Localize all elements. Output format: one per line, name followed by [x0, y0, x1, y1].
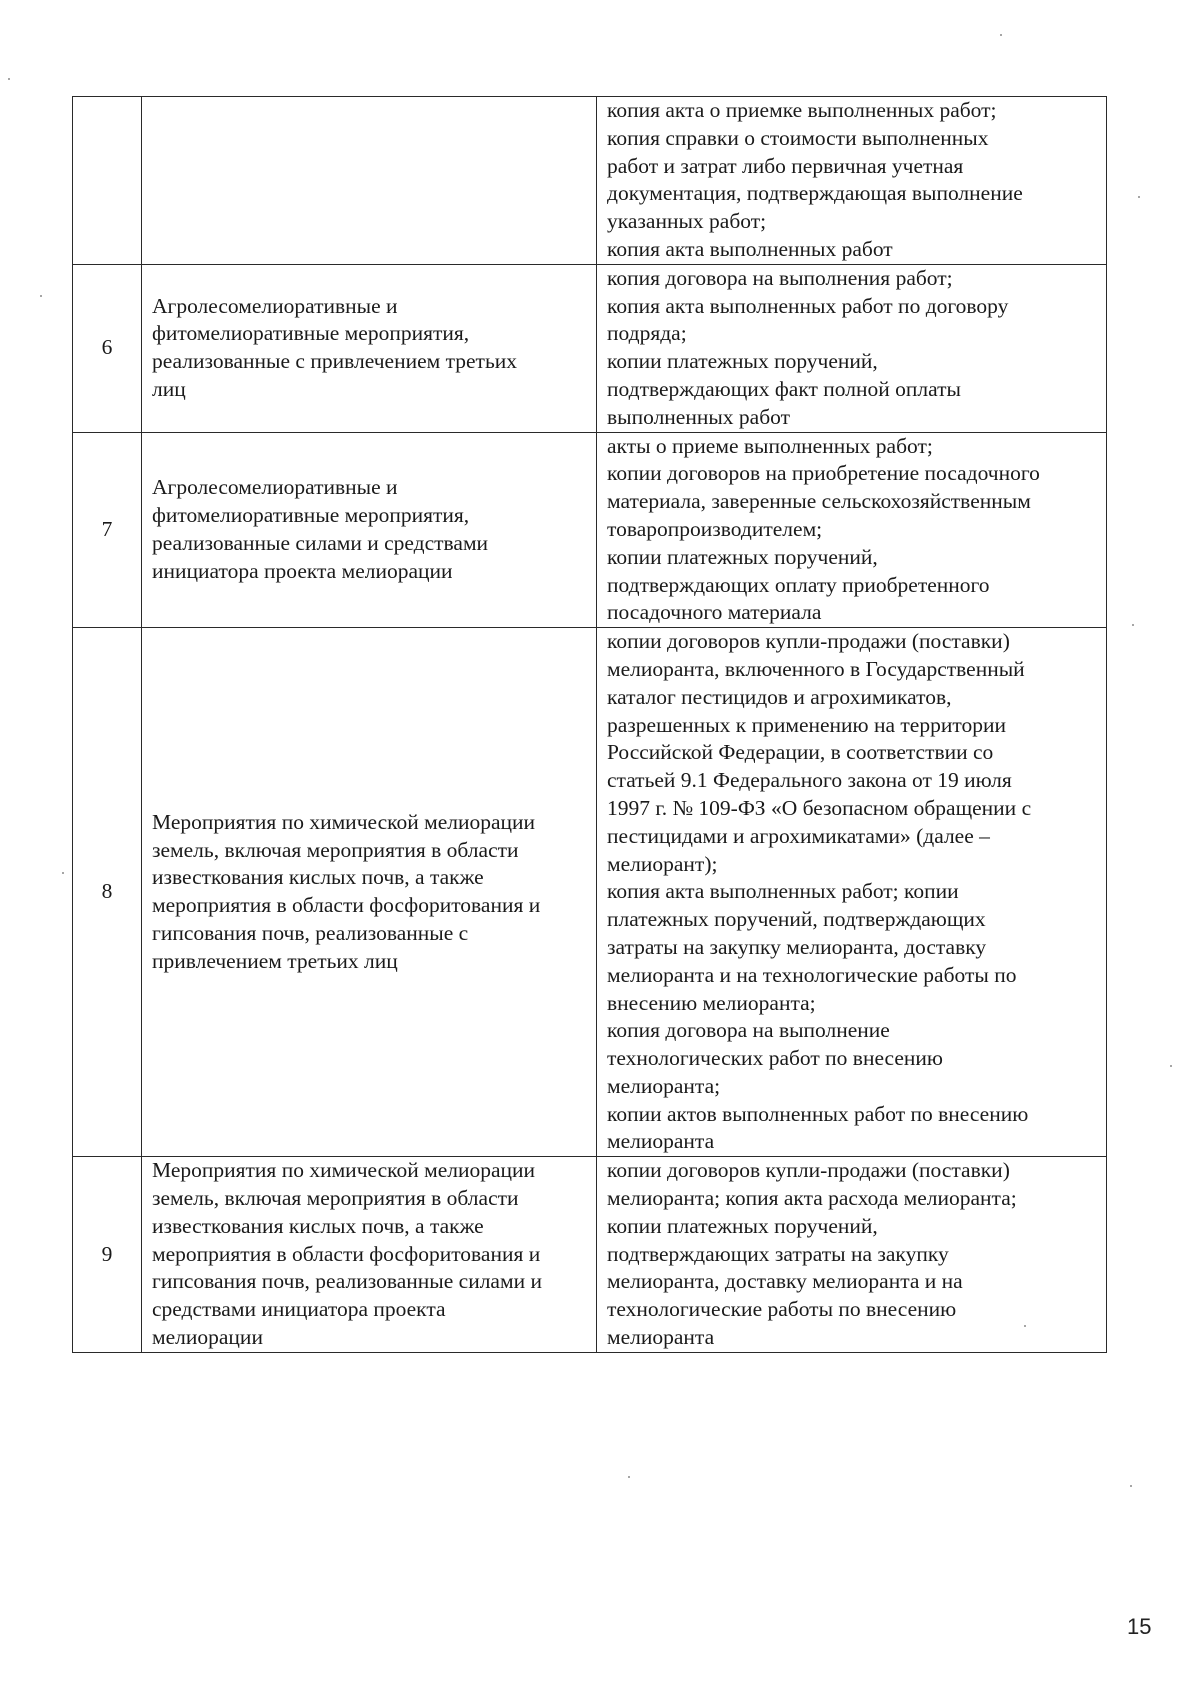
activity-line: земель, включая мероприятия в области [152, 1186, 519, 1211]
activity-cell [142, 628, 597, 1157]
document-line: копии договоров купли-продажи (поставки) [607, 1158, 1010, 1183]
document-line: подряда; [607, 321, 687, 346]
document-line: мелиоранта; [607, 1073, 721, 1098]
activity-line: гипсования почв, реализованные с [152, 921, 469, 945]
document-line: посадочного материала [607, 600, 822, 625]
document-line: акты о приеме выполненных работ; [607, 433, 933, 458]
activity-line: лиц [152, 376, 186, 401]
table-body [73, 97, 1107, 1353]
document-line: каталог пестицидов и агрохимикатов, [607, 684, 952, 709]
activity-line: Мероприятия по химической мелиорации [152, 1158, 536, 1183]
activity-line: мероприятия в области фосфоритования и [152, 1241, 541, 1266]
document-line: подтверждающих затраты на закупку [607, 1241, 949, 1266]
document-line: статьей 9.1 Федерального закона от 19 июля [607, 768, 1012, 793]
document-line: технологических работ по внесению [607, 1046, 943, 1071]
table-row [73, 264, 1107, 432]
document-line: копии договоров купли-продажи (поставки) [607, 629, 1010, 654]
scan-speck [1132, 624, 1134, 626]
activity-line: фитомелиоративные мероприятия, [152, 321, 470, 346]
document-line: подтверждающих оплату приобретенного [607, 572, 990, 597]
scan-speck [1138, 196, 1140, 198]
document-line: внесению мелиоранта; [607, 990, 816, 1015]
document-line: копии платежных поручений, [607, 1213, 878, 1238]
activity-cell [142, 432, 597, 628]
document-line: затраты на закупку мелиоранта, доставку [607, 934, 987, 959]
activity-line: известкования кислых почв, а также [152, 1213, 484, 1238]
activity-line: мелиорации [152, 1325, 263, 1350]
document-line: копия справки о стоимости выполненных [607, 125, 989, 150]
document-line: копии платежных поручений, [607, 349, 878, 374]
activity-line: Мероприятия по химической мелиорации [152, 809, 536, 834]
scan-speck [1000, 34, 1002, 36]
activity-line: Агролесомелиоративные и [152, 475, 398, 500]
document-line: работ и затрат либо первичная учетная [607, 153, 964, 178]
document-line: копии платежных поручений, [607, 544, 878, 569]
document-line: разрешенных к применению на территории [607, 712, 1006, 737]
activity-line: мероприятия в области фосфоритования и [152, 893, 541, 918]
activity-line: привлечением третьих лиц [152, 948, 398, 973]
documents-cell [597, 97, 1107, 265]
document-line: мелиоранта, включенного в Государственный [607, 656, 1025, 681]
scan-speck [8, 78, 10, 80]
activity-line: гипсования почв, реализованные силами и [152, 1269, 542, 1294]
activity-line: фитомелиоративные мероприятия, [152, 503, 470, 528]
document-line: указанных работ; [607, 209, 767, 234]
activity-line: инициатора проекта мелиорации [152, 558, 453, 583]
scan-speck [62, 872, 64, 874]
document-line: материала, заверенные сельскохозяйственным [607, 489, 1031, 514]
documents-cell [597, 1157, 1107, 1353]
document-line: подтверждающих факт полной оплаты [607, 376, 961, 401]
scan-speck [1170, 1065, 1172, 1067]
scan-speck [1024, 1325, 1026, 1327]
row-number-cell: 9 [73, 1157, 142, 1353]
document-line: мелиоранта и на технологические работы по [607, 962, 1017, 987]
activity-line: Агролесомелиоративные и [152, 293, 398, 318]
document-line: копия акта выполненных работ по договору [607, 293, 1009, 318]
activity-cell [142, 1157, 597, 1353]
document-line: мелиоранта; копия акта расхода мелиоранта; [607, 1186, 1017, 1211]
documents-cell [597, 628, 1107, 1157]
row-number-cell: 6 [73, 264, 142, 432]
document-line: мелиорант); [607, 851, 718, 876]
table-row [73, 432, 1107, 628]
document-line: товаропроизводителем; [607, 516, 823, 541]
table-row [73, 1157, 1107, 1353]
document-line: копия акта о приемке выполненных работ; [607, 98, 997, 122]
scan-speck [1130, 1485, 1132, 1487]
scan-speck [40, 295, 42, 297]
row-number-cell: 8 [73, 628, 142, 1157]
document-line: выполненных работ [607, 404, 791, 429]
document-line: мелиоранта [607, 1325, 715, 1350]
table-row [73, 97, 1107, 265]
document-line: 1997 г. № 109-ФЗ «О безопасном обращении с [607, 795, 1032, 820]
document-line: копия акта выполненных работ; копии [607, 879, 959, 904]
document-line: копия договора на выполнения работ; [607, 265, 953, 290]
page-number: 15 [1127, 1614, 1152, 1639]
document-line: Российской Федерации, в соответствии со [607, 740, 994, 765]
documents-cell [597, 432, 1107, 628]
documents-cell [597, 264, 1107, 432]
activity-line: реализованные силами и средствами [152, 530, 489, 555]
document-line: копии актов выполненных работ по внесению [607, 1101, 1029, 1126]
document-line: мелиоранта, доставку мелиоранта и на [607, 1269, 963, 1294]
requirements-table [72, 96, 1107, 1353]
document-line: копия договора на выполнение [607, 1018, 890, 1043]
row-number-cell: 7 [73, 432, 142, 628]
activity-line: земель, включая мероприятия в области [152, 837, 519, 862]
activity-line: средствами инициатора проекта [152, 1297, 446, 1322]
document-line: мелиоранта [607, 1129, 715, 1154]
document-line: копии договоров на приобретение посадочного [607, 461, 1040, 486]
activity-cell [142, 264, 597, 432]
scan-speck [628, 1476, 630, 1478]
activity-cell [142, 97, 597, 265]
row-number-cell [73, 97, 142, 265]
document-line: платежных поручений, подтверждающих [607, 907, 986, 932]
document-line: пестицидами и агрохимикатами» (далее – [607, 823, 990, 848]
table-row [73, 628, 1107, 1157]
document-line: технологические работы по внесению [607, 1297, 957, 1322]
activity-line: реализованные с привлечением третьих [152, 349, 518, 374]
document-line: копия акта выполненных работ [607, 236, 893, 261]
document-line: документация, подтверждающая выполнение [607, 181, 1023, 206]
activity-line: известкования кислых почв, а также [152, 865, 484, 890]
